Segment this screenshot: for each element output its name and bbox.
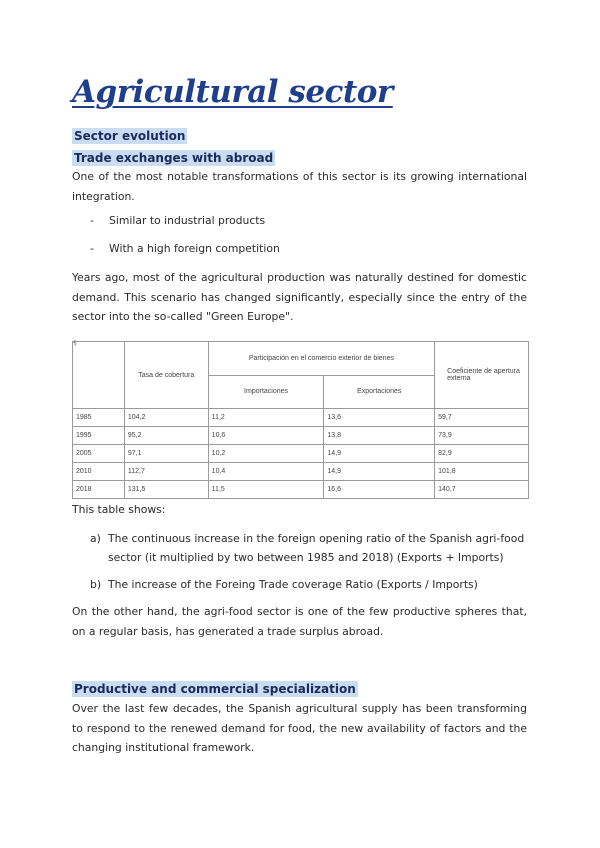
ordered-item (90, 575, 527, 594)
table-row (73, 481, 529, 499)
table-row (73, 409, 529, 427)
cell-exports: 16,6 (324, 481, 435, 499)
header-imports: Importaciones (208, 375, 324, 409)
cell-openness: 59,7 (435, 409, 529, 427)
cell-openness: 101,8 (435, 463, 529, 481)
cell-imports: 11,5 (208, 481, 324, 499)
cell-coverage: 131,5 (124, 481, 208, 499)
cell-openness: 140,7 (435, 481, 529, 499)
specialization-paragraph: Over the last few decades, the Spanish agricultural supply has been transforming to respond to the renewed demand for food, the new availability of factors and the changing institutional framework. (72, 702, 527, 754)
cell-exports: 14,9 (324, 463, 435, 481)
cell-coverage: 95,2 (124, 427, 208, 445)
header-coverage: Tasa de cobertura (124, 342, 208, 409)
specialization-heading: Productive and commercial specialization (74, 682, 356, 696)
cell-year: 2010 (73, 463, 125, 481)
cell-year: 1985 (73, 409, 125, 427)
cell-year: 1995 (73, 427, 125, 445)
table-row (73, 427, 529, 445)
header-exports: Exportaciones (324, 375, 435, 409)
table-row (73, 463, 529, 481)
section-heading: Sector evolution (74, 129, 186, 143)
cell-imports: 11,2 (208, 409, 324, 427)
ordered-item-marker: b) (90, 578, 102, 591)
header-openness: Coeficiente de apertura externa (435, 342, 529, 409)
cell-year: 2018 (73, 481, 125, 499)
bullet-text: With a high foreign competition (109, 242, 280, 255)
cell-openness: 73,9 (435, 427, 529, 445)
ordered-item-text: The continuous increase in the foreign opening ratio of the Spanish agri-food sector (it multiplied by two between 1985 and 2018) (Exports + Imports) (108, 532, 525, 564)
cell-imports: 10,4 (208, 463, 324, 481)
surplus-paragraph: On the other hand, the agri-food sector is one of the few productive spheres that, on a regular basis, has generated a trade surplus abroad. (72, 605, 527, 638)
bullet-text: Similar to industrial products (109, 214, 266, 227)
intro-paragraph: One of the most notable transformations of this sector is its growing international integration. (72, 170, 527, 203)
table-header-blank (73, 342, 125, 409)
trade-table (72, 341, 529, 499)
ordered-item (90, 529, 527, 567)
cell-exports: 14,9 (324, 445, 435, 463)
cell-imports: 10,6 (208, 427, 324, 445)
bullet-item: - With a high foreign competition (90, 242, 280, 255)
table-row (73, 445, 529, 463)
bullet-item: - Similar to industrial products (90, 214, 266, 227)
ordered-item-marker: a) (90, 532, 101, 545)
table-corner-mark: ¶ (73, 340, 77, 347)
history-paragraph: Years ago, most of the agricultural production was naturally destined for domestic demand. This scenario has changed significantly, especially since the entry of the sector into the so-called "Green Europe". (72, 271, 527, 323)
cell-year: 2005 (73, 445, 125, 463)
cell-openness: 82,9 (435, 445, 529, 463)
cell-coverage: 112,7 (124, 463, 208, 481)
cell-exports: 13,8 (324, 427, 435, 445)
cell-imports: 10,2 (208, 445, 324, 463)
table-intro: This table shows: (72, 503, 166, 516)
cell-exports: 13,6 (324, 409, 435, 427)
subsection-heading: Trade exchanges with abroad (74, 151, 274, 165)
page-title: Agricultural sector (72, 74, 393, 110)
cell-coverage: 97,1 (124, 445, 208, 463)
header-participation: Participación en el comercio exterior de bienes (208, 342, 434, 376)
table-header-row (73, 342, 529, 376)
cell-coverage: 104,2 (124, 409, 208, 427)
ordered-item-text: The increase of the Foreing Trade coverage Ratio (Exports / Imports) (108, 578, 478, 591)
